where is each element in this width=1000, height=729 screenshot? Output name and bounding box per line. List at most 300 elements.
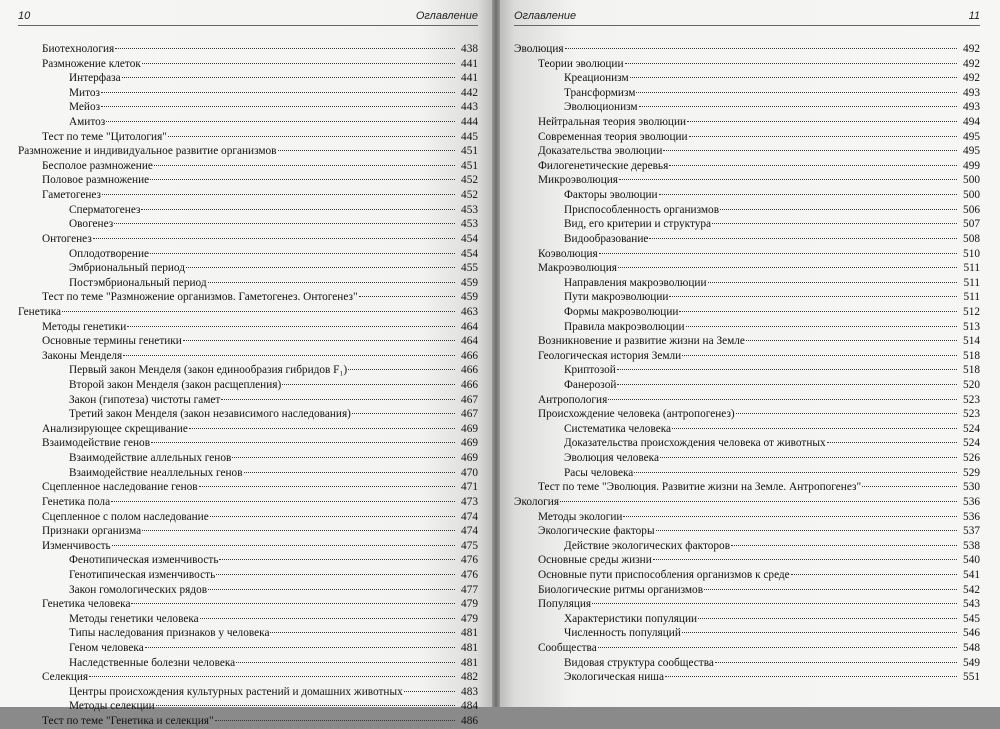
- toc-entry: [18, 393, 478, 408]
- toc-entry-page-number: 542: [963, 583, 980, 596]
- dot-leader: [653, 559, 957, 560]
- dot-leader: [102, 194, 455, 195]
- toc-entry-title: Размножение клеток: [42, 57, 141, 70]
- toc-entry: [18, 407, 478, 422]
- toc-entry: [18, 305, 478, 320]
- toc-entry-title: Тест по теме "Размножение организмов. Гаметогенез. Онтогенез": [42, 291, 358, 304]
- dot-leader: [111, 501, 455, 502]
- toc-entry-page-number: 443: [461, 101, 478, 114]
- toc-entry: [18, 159, 478, 174]
- dot-leader: [634, 472, 957, 473]
- toc-entry-title: Биологические ритмы организмов: [538, 583, 704, 596]
- dot-leader: [199, 486, 455, 487]
- dot-leader: [736, 413, 957, 414]
- toc-entry-page-number: 476: [461, 568, 478, 581]
- dot-leader: [216, 574, 455, 575]
- toc-entry-page-number: 477: [461, 583, 478, 596]
- toc-entry-page-number: 494: [963, 116, 980, 129]
- toc-entry-title: Оплодотворение: [69, 247, 150, 260]
- toc-entry-title: Мейоз: [69, 101, 101, 114]
- dot-leader: [715, 662, 957, 663]
- toc-entry-page-number: 518: [963, 364, 980, 377]
- toc-entry-page-number: 549: [963, 656, 980, 669]
- toc-entry-page-number: 463: [461, 305, 478, 318]
- dot-leader: [608, 399, 957, 400]
- toc-entry-page-number: 445: [461, 130, 478, 143]
- toc-entry-title: Взаимодействие генов: [42, 437, 151, 450]
- toc-entry: [18, 466, 478, 481]
- toc-entry: [514, 349, 980, 364]
- toc-entry-page-number: 481: [461, 641, 478, 654]
- dot-leader: [106, 121, 455, 122]
- toc-entry-title: Возникновение и развитие жизни на Земле: [538, 335, 745, 348]
- dot-leader: [746, 340, 957, 341]
- toc-entry-title: Селекция: [42, 671, 89, 684]
- toc-entry: [514, 451, 980, 466]
- toc-entry-page-number: 471: [461, 481, 478, 494]
- toc-entry: [18, 349, 478, 364]
- toc-entry: [18, 71, 478, 86]
- toc-entry-page-number: 526: [963, 452, 980, 465]
- dot-leader: [183, 340, 455, 341]
- toc-entry: [18, 276, 478, 291]
- dot-leader: [617, 384, 957, 385]
- toc-entry-page-number: 518: [963, 349, 980, 362]
- toc-entry: [514, 553, 980, 568]
- toc-entry-title: Нейтральная теория эволюции: [538, 116, 687, 129]
- toc-entry: [514, 144, 980, 159]
- toc-entry: [18, 232, 478, 247]
- toc-entry-page-number: 455: [461, 262, 478, 275]
- toc-entry-title: Законы Менделя: [42, 349, 123, 362]
- toc-entry: [514, 130, 980, 145]
- toc-entry-page-number: 481: [461, 656, 478, 669]
- toc-entry: [514, 115, 980, 130]
- toc-entry: [18, 334, 478, 349]
- toc-entry-page-number: 500: [963, 174, 980, 187]
- toc-entry: [514, 641, 980, 656]
- dot-leader: [278, 150, 455, 151]
- toc-entry-page-number: 493: [963, 86, 980, 99]
- right-toc-list: [514, 42, 980, 685]
- toc-entry: [514, 203, 980, 218]
- dot-leader: [282, 384, 455, 385]
- toc-entry: [18, 422, 478, 437]
- toc-entry-title: Происхождение человека (антропогенез): [538, 408, 735, 421]
- toc-entry-title: Интерфаза: [69, 72, 121, 85]
- toc-entry: [514, 422, 980, 437]
- toc-entry: [18, 130, 478, 145]
- toc-entry-page-number: 476: [461, 554, 478, 567]
- dot-leader: [619, 179, 957, 180]
- dot-leader: [720, 209, 957, 210]
- toc-entry-page-number: 506: [963, 203, 980, 216]
- toc-entry-title: Формы макроэволюции: [564, 305, 679, 318]
- toc-entry-title: Тест по теме "Генетика и селекция": [42, 715, 214, 728]
- toc-entry: [18, 173, 478, 188]
- toc-entry-title: Приспособленность организмов: [564, 203, 720, 216]
- toc-entry-title: Расы человека: [564, 466, 634, 479]
- dot-leader: [630, 77, 957, 78]
- dot-leader: [698, 618, 957, 619]
- dot-leader: [625, 63, 957, 64]
- toc-entry-title: Доказательства эволюции: [538, 145, 663, 158]
- toc-entry-page-number: 459: [461, 291, 478, 304]
- toc-entry-page-number: 467: [461, 408, 478, 421]
- toc-entry: [514, 305, 980, 320]
- dot-leader: [682, 632, 957, 633]
- toc-entry-title: Изменчивость: [42, 539, 111, 552]
- toc-entry-title: Основные пути приспособления организмов к среде: [538, 568, 790, 581]
- dot-leader: [200, 618, 455, 619]
- toc-entry-title: Методы генетики человека: [69, 612, 199, 625]
- dot-leader: [232, 457, 455, 458]
- right-running-title: Оглавление: [514, 10, 577, 22]
- toc-entry: [514, 524, 980, 539]
- toc-entry: [18, 714, 478, 729]
- toc-entry-title: Генотипическая изменчивость: [69, 568, 216, 581]
- toc-entry-page-number: 479: [461, 598, 478, 611]
- dot-leader: [142, 530, 455, 531]
- book-gutter: [492, 0, 500, 707]
- toc-entry-title: Геологическая история Земли: [538, 349, 682, 362]
- dot-leader: [598, 647, 957, 648]
- toc-entry-page-number: 475: [461, 539, 478, 552]
- dot-leader: [669, 165, 957, 166]
- toc-entry-title: Эмбриональный период: [69, 262, 185, 275]
- dot-leader: [141, 209, 455, 210]
- toc-entry-page-number: 543: [963, 598, 980, 611]
- dot-leader: [221, 399, 455, 400]
- dot-leader: [150, 253, 455, 254]
- toc-entry: [514, 378, 980, 393]
- toc-entry: [18, 363, 478, 378]
- toc-entry-page-number: 538: [963, 539, 980, 552]
- toc-entry-page-number: 467: [461, 393, 478, 406]
- toc-entry-title: Анализирующее скрещивание: [42, 422, 188, 435]
- toc-entry-page-number: 492: [963, 57, 980, 70]
- toc-entry-page-number: 499: [963, 159, 980, 172]
- toc-entry-title: Гаметогенез: [42, 189, 102, 202]
- dot-leader: [704, 589, 957, 590]
- toc-entry-page-number: 508: [963, 232, 980, 245]
- toc-entry-page-number: 474: [461, 510, 478, 523]
- toc-entry-page-number: 473: [461, 495, 478, 508]
- dot-leader: [679, 311, 957, 312]
- toc-entry-title: Сообщества: [538, 641, 597, 654]
- dot-leader: [791, 574, 957, 575]
- toc-entry-title: Взаимодействие аллельных генов: [69, 452, 232, 465]
- toc-entry: [18, 144, 478, 159]
- toc-entry: [18, 583, 478, 598]
- left-page-number: 10: [18, 10, 31, 22]
- toc-entry-page-number: 453: [461, 218, 478, 231]
- dot-leader: [656, 530, 957, 531]
- dot-leader: [686, 326, 957, 327]
- toc-entry: [514, 42, 980, 57]
- dot-leader: [660, 457, 957, 458]
- toc-entry-page-number: 451: [461, 145, 478, 158]
- toc-entry-page-number: 486: [461, 715, 478, 728]
- toc-entry-title: Взаимодействие неаллельных генов: [69, 466, 243, 479]
- toc-entry: [18, 203, 478, 218]
- toc-entry: [18, 685, 478, 700]
- toc-entry-title: Креационизм: [564, 72, 629, 85]
- toc-entry-title: Основные среды жизни: [538, 554, 652, 567]
- toc-entry-title: Размножение и индивидуальное развитие организмов: [18, 145, 277, 158]
- toc-entry-page-number: 438: [461, 43, 478, 55]
- toc-entry: [18, 626, 478, 641]
- dot-leader: [827, 442, 957, 443]
- toc-entry-page-number: 507: [963, 218, 980, 231]
- toc-entry-page-number: 464: [461, 335, 478, 348]
- toc-entry-title: Эволюция: [514, 43, 564, 55]
- dot-leader: [89, 676, 455, 677]
- toc-entry: [514, 670, 980, 685]
- toc-entry-page-number: 492: [963, 43, 980, 55]
- toc-entry-page-number: 474: [461, 525, 478, 538]
- toc-entry-title: Признаки организма: [42, 525, 142, 538]
- toc-entry-page-number: 523: [963, 408, 980, 421]
- dot-leader: [244, 472, 455, 473]
- toc-entry-title: Фанерозой: [564, 379, 617, 392]
- dot-leader: [156, 705, 455, 706]
- dot-leader: [404, 691, 455, 692]
- toc-entry-title: Экология: [514, 495, 560, 508]
- toc-entry: [514, 71, 980, 86]
- toc-entry-page-number: 541: [963, 568, 980, 581]
- toc-entry-title: Видообразование: [564, 232, 649, 245]
- dot-leader: [112, 545, 455, 546]
- toc-entry-title: Трансформизм: [564, 86, 636, 99]
- dot-leader: [186, 267, 455, 268]
- toc-entry-title: Наследственные болезни человека: [69, 656, 236, 669]
- dot-leader: [862, 486, 957, 487]
- toc-entry-title: Экологические факторы: [538, 525, 655, 538]
- toc-entry-page-number: 529: [963, 466, 980, 479]
- toc-entry: [18, 188, 478, 203]
- dot-leader: [270, 632, 455, 633]
- toc-entry-title: Сперматогенез: [69, 203, 141, 216]
- dot-leader: [565, 48, 957, 49]
- toc-entry-page-number: 512: [963, 305, 980, 318]
- dot-leader: [649, 238, 957, 239]
- toc-entry: [514, 188, 980, 203]
- toc-entry: [514, 290, 980, 305]
- toc-entry-title: Экологическая ниша: [564, 671, 664, 684]
- dot-leader: [123, 355, 455, 356]
- toc-entry: [514, 232, 980, 247]
- toc-entry: [514, 656, 980, 671]
- dot-leader: [672, 428, 957, 429]
- dot-leader: [617, 369, 957, 370]
- dot-leader: [663, 150, 957, 151]
- toc-entry-page-number: 536: [963, 495, 980, 508]
- toc-entry: [514, 583, 980, 598]
- toc-entry-page-number: 520: [963, 379, 980, 392]
- dot-leader: [114, 223, 455, 224]
- toc-entry: [18, 290, 478, 305]
- dot-leader: [145, 647, 455, 648]
- dot-leader: [215, 720, 455, 721]
- dot-leader: [151, 442, 455, 443]
- dot-leader: [636, 92, 957, 93]
- toc-entry: [18, 86, 478, 101]
- toc-entry-title: Антропология: [538, 393, 608, 406]
- dot-leader: [708, 282, 957, 283]
- toc-entry: [514, 276, 980, 291]
- toc-entry-page-number: 469: [461, 452, 478, 465]
- toc-entry-title: Микроэволюция: [538, 174, 618, 187]
- toc-entry-page-number: 495: [963, 130, 980, 143]
- dot-leader: [154, 165, 455, 166]
- dot-leader: [115, 48, 455, 49]
- toc-entry: [514, 510, 980, 525]
- dot-leader: [669, 296, 957, 297]
- toc-entry-title: Закон (гипотеза) чистоты гамет: [69, 393, 221, 406]
- toc-entry-title: Факторы эволюции: [564, 189, 658, 202]
- toc-entry: [514, 612, 980, 627]
- toc-entry-title: Методы селекции: [69, 700, 155, 713]
- toc-entry-title: Третий закон Менделя (закон независимого наследования): [69, 408, 351, 421]
- dot-leader: [682, 355, 957, 356]
- left-page-header: [18, 0, 478, 26]
- dot-leader: [712, 223, 957, 224]
- dot-leader: [210, 516, 455, 517]
- toc-entry: [18, 612, 478, 627]
- toc-entry-page-number: 483: [461, 685, 478, 698]
- dot-leader: [560, 501, 957, 502]
- toc-entry: [514, 217, 980, 232]
- toc-entry: [18, 261, 478, 276]
- toc-entry-title: Правила макроэволюции: [564, 320, 685, 333]
- toc-entry-title: Сцепленное с полом наследование: [42, 510, 209, 523]
- toc-entry-title: Закон гомологических рядов: [69, 583, 208, 596]
- toc-entry: [18, 539, 478, 554]
- toc-entry-title: Численность популяций: [564, 627, 681, 640]
- toc-entry-page-number: 511: [963, 276, 980, 289]
- dot-leader: [62, 311, 455, 312]
- toc-entry-page-number: 459: [461, 276, 478, 289]
- toc-entry: [514, 86, 980, 101]
- toc-entry-title: Постэмбриональный период: [69, 276, 207, 289]
- dot-leader: [348, 369, 455, 370]
- toc-entry-page-number: 444: [461, 116, 478, 129]
- toc-entry-page-number: 511: [963, 262, 980, 275]
- toc-entry: [514, 247, 980, 262]
- toc-entry-page-number: 466: [461, 349, 478, 362]
- dot-leader: [127, 326, 455, 327]
- dot-leader: [189, 428, 455, 429]
- toc-entry-page-number: 536: [963, 510, 980, 523]
- toc-entry: [18, 597, 478, 612]
- toc-entry-title: Доказательства происхождения человека от животных: [564, 437, 826, 450]
- dot-leader: [208, 589, 455, 590]
- toc-entry-title: Генетика человека: [42, 598, 131, 611]
- toc-entry-page-number: 469: [461, 437, 478, 450]
- left-page: [0, 0, 492, 728]
- toc-entry-title: Сцепленное наследование генов: [42, 481, 198, 494]
- toc-entry-title: Методы генетики: [42, 320, 127, 333]
- toc-entry-title: Направления макроэволюции: [564, 276, 707, 289]
- toc-entry: [18, 42, 478, 57]
- right-page: [500, 0, 1000, 707]
- toc-entry-title: Второй закон Менделя (закон расщепления): [69, 379, 282, 392]
- toc-entry: [18, 568, 478, 583]
- dot-leader: [101, 92, 455, 93]
- toc-entry-page-number: 540: [963, 554, 980, 567]
- toc-entry: [18, 115, 478, 130]
- toc-entry-page-number: 481: [461, 627, 478, 640]
- toc-entry-title: Вид, его критерии и структура: [564, 218, 712, 231]
- toc-entry: [18, 510, 478, 525]
- toc-entry: [514, 626, 980, 641]
- toc-entry-title: Популяция: [538, 598, 592, 611]
- toc-entry: [514, 539, 980, 554]
- toc-entry: [18, 670, 478, 685]
- toc-entry-title: Эволюция человека: [564, 452, 659, 465]
- toc-entry-page-number: 493: [963, 101, 980, 114]
- dot-leader: [352, 413, 455, 414]
- toc-entry: [18, 100, 478, 115]
- toc-entry-page-number: 551: [963, 671, 980, 684]
- toc-entry: [514, 480, 980, 495]
- toc-entry-page-number: 500: [963, 189, 980, 202]
- toc-entry-title: Тест по теме "Эволюция. Развитие жизни на Земле. Антропогенез": [538, 481, 862, 494]
- dot-leader: [599, 253, 957, 254]
- toc-entry-page-number: 466: [461, 379, 478, 392]
- toc-entry-title: Первый закон Менделя (закон единообразия гибридов F₁): [69, 364, 348, 377]
- toc-entry: [18, 451, 478, 466]
- toc-entry-title: Характеристики популяции: [564, 612, 698, 625]
- toc-entry: [18, 524, 478, 539]
- toc-entry-page-number: 484: [461, 700, 478, 713]
- toc-entry-title: Макроэволюция: [538, 262, 617, 275]
- toc-entry: [18, 553, 478, 568]
- toc-entry: [514, 173, 980, 188]
- dot-leader: [219, 559, 455, 560]
- toc-entry: [514, 334, 980, 349]
- left-running-title: Оглавление: [415, 10, 478, 22]
- toc-entry: [514, 100, 980, 115]
- dot-leader: [122, 77, 455, 78]
- toc-entry-title: Половое размножение: [42, 174, 150, 187]
- right-page-header: [514, 0, 980, 26]
- toc-entry: [18, 495, 478, 510]
- toc-entry-page-number: 442: [461, 86, 478, 99]
- dot-leader: [639, 106, 957, 107]
- left-toc-list: [18, 42, 478, 729]
- toc-entry-title: Эволюционизм: [564, 101, 638, 114]
- toc-entry-title: Теории эволюции: [538, 57, 624, 70]
- toc-entry: [514, 393, 980, 408]
- toc-entry-title: Генетика пола: [42, 495, 111, 508]
- toc-entry-title: Методы экологии: [538, 510, 623, 523]
- toc-entry-title: Современная теория эволюции: [538, 130, 688, 143]
- toc-entry-page-number: 537: [963, 525, 980, 538]
- toc-entry: [18, 320, 478, 335]
- toc-entry-title: Основные термины генетики: [42, 335, 182, 348]
- toc-entry-page-number: 454: [461, 247, 478, 260]
- toc-entry-title: Действие экологических факторов: [564, 539, 731, 552]
- dot-leader: [659, 194, 957, 195]
- toc-entry-page-number: 492: [963, 72, 980, 85]
- toc-entry-title: Пути макроэволюции: [564, 291, 669, 304]
- toc-entry: [514, 436, 980, 451]
- right-page-number: 11: [968, 10, 980, 22]
- toc-entry-page-number: 469: [461, 422, 478, 435]
- toc-entry-page-number: 524: [963, 422, 980, 435]
